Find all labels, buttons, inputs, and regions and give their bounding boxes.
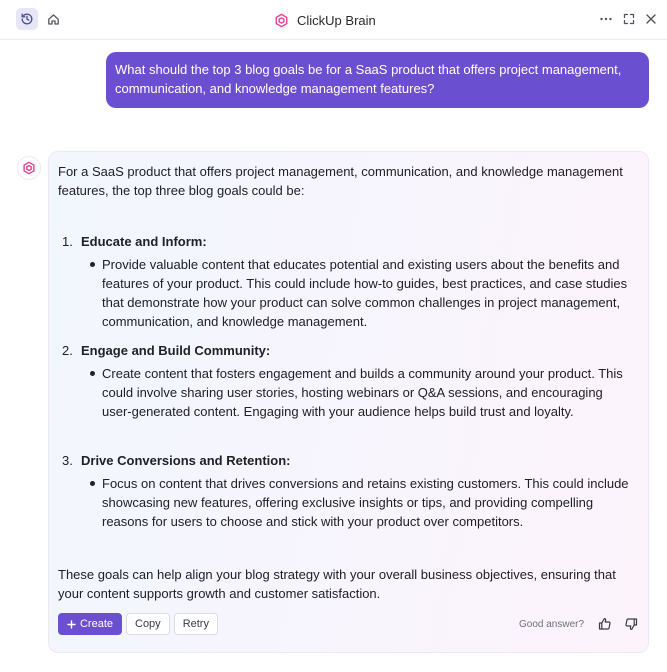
feedback-group bbox=[519, 614, 640, 634]
user-message: What should the top 3 blog goals be for a SaaS product that offers project management, communication, and knowledge management features? bbox=[106, 52, 649, 108]
home-button[interactable] bbox=[42, 8, 64, 30]
retry-button[interactable]: Retry bbox=[174, 613, 218, 635]
assistant-response bbox=[48, 151, 649, 653]
expand-button[interactable] bbox=[618, 8, 640, 30]
goal-number: 1. bbox=[62, 234, 73, 249]
assistant-avatar bbox=[17, 156, 41, 180]
response-intro: For a SaaS product that offers project management, communication, and knowledge management features, the top three blog goals could be: bbox=[58, 164, 623, 198]
goal-number: 2. bbox=[62, 343, 73, 358]
more-options-button[interactable] bbox=[595, 8, 617, 30]
expand-icon bbox=[623, 13, 635, 25]
close-icon bbox=[645, 13, 657, 25]
goal-title-text: Engage and Build Community: bbox=[81, 343, 271, 358]
response-outro: These goals can help align your blog strategy with your overall business objectives, ensuring that your content supports growth and customer satisfaction. bbox=[58, 567, 616, 601]
goal-title bbox=[62, 232, 207, 251]
plus-icon bbox=[67, 620, 76, 629]
goal-bullet: Focus on content that drives conversions and retains existing customers. This could include showcasing new features, offering exclusive insights or tips, and providing compelling reasons for users to choose and stick with your product over competitors. bbox=[102, 474, 632, 531]
clickup-brain-icon bbox=[274, 13, 289, 28]
goal-title-text: Drive Conversions and Retention: bbox=[81, 453, 291, 468]
home-icon bbox=[47, 13, 60, 26]
thumbs-up-button[interactable] bbox=[596, 615, 614, 633]
create-button[interactable] bbox=[58, 613, 122, 635]
goal-title bbox=[62, 341, 270, 360]
header-bar bbox=[0, 0, 667, 40]
create-button-label: Create bbox=[79, 618, 114, 630]
close-button[interactable] bbox=[640, 8, 662, 30]
header-title-group bbox=[274, 10, 376, 30]
history-button[interactable] bbox=[16, 8, 38, 30]
thumbs-down-button[interactable] bbox=[622, 615, 640, 633]
feedback-label: Good answer? bbox=[519, 618, 585, 630]
thumbs-down-icon bbox=[624, 617, 638, 631]
more-horizontal-icon bbox=[599, 12, 613, 26]
clickup-brain-icon bbox=[22, 161, 36, 175]
history-icon bbox=[20, 12, 34, 26]
goal-bullet: Create content that fosters engagement and builds a community around your product. This could involve sharing user stories, hosting webinars or Q&A sessions, and encouraging user-generated content. Engaging with your audience helps build trust and loyalty. bbox=[102, 364, 632, 421]
response-actions bbox=[58, 613, 218, 635]
page-title: ClickUp Brain bbox=[297, 12, 376, 28]
goal-bullet: Provide valuable content that educates potential and existing users about the benefits and features of your product. This could include how-to guides, best practices, and case studies that demonstrate how your product can solve common challenges in project management, communication, and knowledge management. bbox=[102, 255, 632, 331]
goal-title-text: Educate and Inform: bbox=[81, 234, 207, 249]
goal-number: 3. bbox=[62, 453, 73, 468]
goal-title bbox=[62, 451, 290, 470]
copy-button[interactable]: Copy bbox=[126, 613, 170, 635]
thumbs-up-icon bbox=[598, 617, 612, 631]
